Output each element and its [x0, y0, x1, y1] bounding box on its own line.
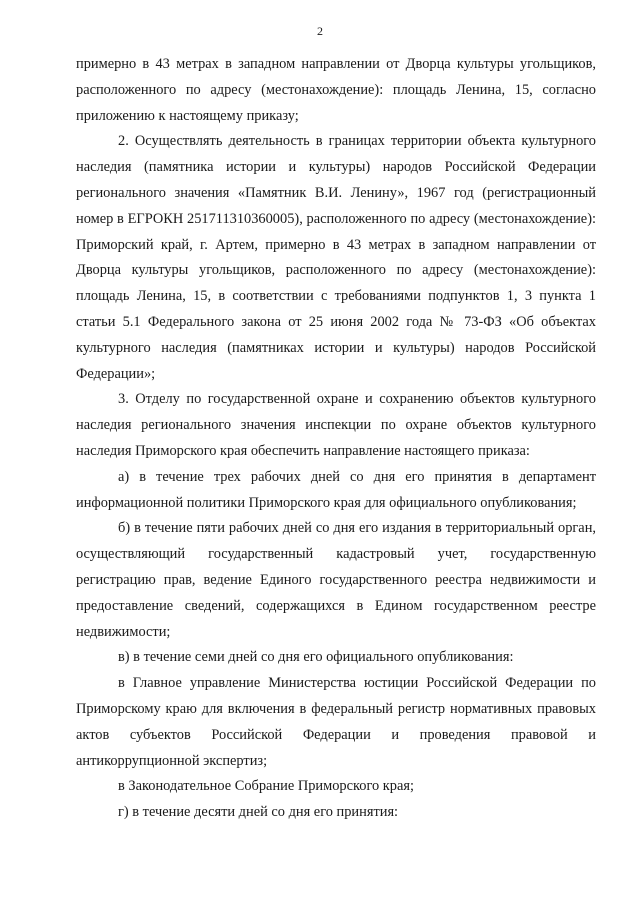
paragraph-subitem-g: г) в течение десяти дней со дня его принятия: [118, 804, 399, 821]
paragraph-continuation: примерно в 43 метрах в западном направлении от Дворца культуры угольщиков, расположенного по адресу (местонахождение): площадь Ленина, 15, согласно приложению к настоящему приказу; [76, 56, 596, 124]
page-number: 2 [317, 24, 323, 38]
document-body [76, 52, 596, 826]
paragraph-subitem-b: б) в течение пяти рабочих дней со дня его издания в территориальный орган, осуществляющий государственный кадастровый учет, государственную регистрацию прав, ведение Единого государственного реестра недвижимости и предоставление сведений, содержащихся в Едином государственном реестре недвижимости; [76, 520, 596, 640]
paragraph-item-2: 2. Осуществлять деятельность в границах территории объекта культурного наследия (памятника истории и культуры) народов Российской Федерации регионального значения «Памятник В.И. Ленину», 1967 год (регистрационный номер в ЕГРОКН 251711310360005), расположенного по адресу (местонахождение): Приморский край, г. Артем, примерно в 43 метрах в западном направлении от Дворца культуры угольщиков, расположенного по адресу (местонахождение): площадь Ленина, 15, в соответствии с требованиями подпунктов 1, 3 пункта 1 статьи 5.1 Федерального закона от 25 июня 2002 года № 73-ФЗ «Об объектах культурного наследия (памятниках истории и культуры) народов Российской Федерации»; [76, 133, 596, 382]
paragraph-subitem-v: в) в течение семи дней со дня его официального опубликования: [118, 649, 514, 666]
paragraph-item-3: 3. Отделу по государственной охране и сохранению объектов культурного наследия регионального значения инспекции по охране объектов культурного наследия Приморского края обеспечить направление настоящего приказа: [76, 391, 596, 459]
paragraph-legislative-assembly: в Законодательное Собрание Приморского края; [118, 778, 414, 795]
paragraph-ministry-justice: в Главное управление Министерства юстиции Российской Федерации по Приморскому краю для включения в федеральный регистр нормативных правовых актов субъектов Российской Федерации и проведения правовой и антикоррупционной экспертиз; [76, 675, 596, 769]
paragraph-subitem-a: а) в течение трех рабочих дней со дня его принятия в департамент информационной политики Приморского края для официального опубликования; [76, 468, 596, 511]
